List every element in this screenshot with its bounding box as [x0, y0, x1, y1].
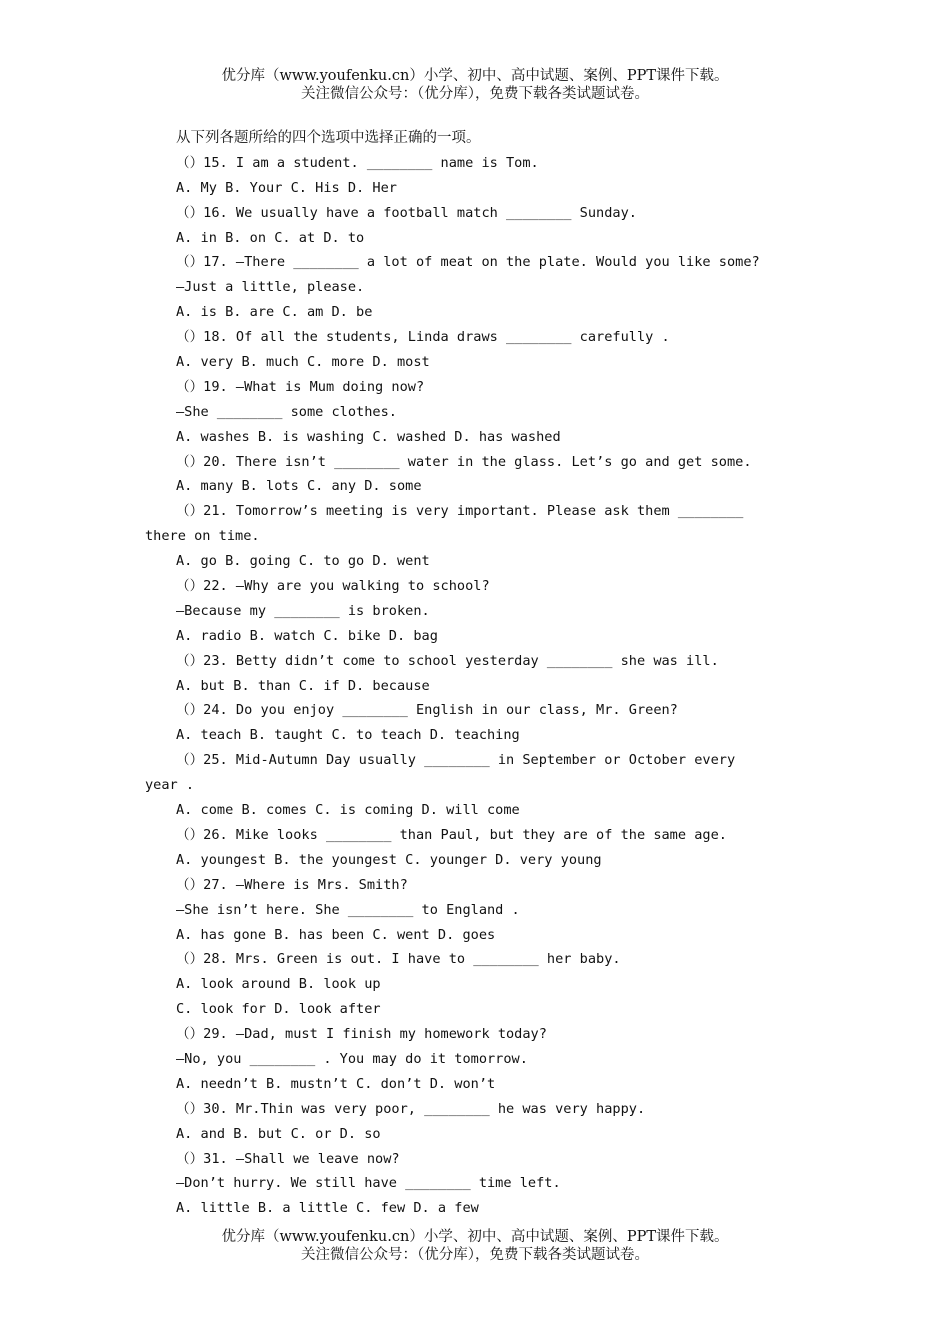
question-19: （）19. —What is Mum doing now? — [176, 378, 425, 395]
header-line-1: 优分库（www.youfenku.cn）小学、初中、高中试题、案例、PPT课件下载。 — [221, 68, 729, 84]
question-body — [145, 126, 825, 1221]
instruction-text: 从下列各题所给的四个选项中选择正确的一项。 — [176, 130, 481, 146]
question-19-reply: —She ________ some clothes. — [176, 403, 397, 420]
options-17: A. is B. are C. am D. be — [176, 304, 373, 321]
options-26: A. youngest B. the youngest C. younger D. very young — [176, 851, 602, 868]
question-22: （）22. —Why are you walking to school? — [176, 578, 490, 595]
question-15: （）15. I am a student. ________ name is Tom. — [176, 154, 539, 171]
question-31: （）31. —Shall we leave now? — [176, 1150, 400, 1167]
options-29: A. needn’t B. mustn’t C. don’t D. won’t — [176, 1075, 496, 1092]
question-18: （）18. Of all the students, Linda draws ________ carefully . — [176, 329, 670, 346]
question-29-reply: —No, you ________ . You may do it tomorrow. — [176, 1050, 528, 1067]
question-22-reply: —Because my ________ is broken. — [176, 602, 430, 619]
options-28-ab: A. look around B. look up — [176, 976, 381, 993]
question-21: （）21. Tomorrow’s meeting is very important. Please ask them ________ — [176, 503, 744, 520]
footer-line-1: 优分库（www.youfenku.cn）小学、初中、高中试题、案例、PPT课件下载。 — [221, 1229, 729, 1245]
question-30: （）30. Mr.Thin was very poor, ________ he was very happy. — [176, 1100, 646, 1117]
options-23: A. but B. than C. if D. because — [176, 677, 430, 694]
question-21-continued: there on time. — [145, 528, 260, 545]
header-line-2: 关注微信公众号：（优分库），免费下载各类试题试卷。 — [301, 86, 649, 102]
options-18: A. very B. much C. more D. most — [176, 354, 430, 371]
options-31: A. little B. a little C. few D. a few — [176, 1200, 479, 1217]
question-23: （）23. Betty didn’t come to school yesterday ________ she was ill. — [176, 652, 719, 669]
options-22: A. radio B. watch C. bike D. bag — [176, 627, 438, 644]
options-19: A. washes B. is washing C. washed D. has washed — [176, 428, 561, 445]
options-24: A. teach B. taught C. to teach D. teaching — [176, 727, 520, 744]
options-15: A. My B. Your C. His D. Her — [176, 179, 397, 196]
question-16: （）16. We usually have a football match ________ Sunday. — [176, 204, 637, 221]
question-29: （）29. —Dad, must I finish my homework today? — [176, 1026, 547, 1043]
options-25: A. come B. comes C. is coming D. will come — [176, 802, 520, 819]
question-25: （）25. Mid-Autumn Day usually ________ in September or October every — [176, 752, 736, 769]
options-16: A. in B. on C. at D. to — [176, 229, 365, 246]
question-17: （）17. —There ________ a lot of meat on the plate. Would you like some? — [176, 254, 760, 271]
options-20: A. many B. lots C. any D. some — [176, 478, 422, 495]
question-17-reply: —Just a little, please. — [176, 279, 365, 296]
question-31-reply: —Don’t hurry. We still have ________ time left. — [176, 1175, 561, 1192]
question-27: （）27. —Where is Mrs. Smith? — [176, 876, 408, 893]
question-27-reply: —She isn’t here. She ________ to England . — [176, 901, 520, 918]
options-21: A. go B. going C. to go D. went — [176, 553, 430, 570]
options-28-cd: C. look for D. look after — [176, 1001, 381, 1018]
footer-line-2: 关注微信公众号：（优分库），免费下载各类试题试卷。 — [301, 1247, 649, 1263]
options-27: A. has gone B. has been C. went D. goes — [176, 926, 496, 943]
question-26: （）26. Mike looks ________ than Paul, but they are of the same age. — [176, 826, 727, 843]
question-24: （）24. Do you enjoy ________ English in our class, Mr. Green? — [176, 702, 678, 719]
question-20: （）20. There isn’t ________ water in the glass. Let’s go and get some. — [176, 453, 752, 470]
question-25-continued: year . — [145, 777, 195, 794]
question-28: （）28. Mrs. Green is out. I have to ________ her baby. — [176, 951, 621, 968]
page-header — [0, 67, 950, 103]
page-footer — [0, 1228, 950, 1264]
options-30: A. and B. but C. or D. so — [176, 1125, 381, 1142]
